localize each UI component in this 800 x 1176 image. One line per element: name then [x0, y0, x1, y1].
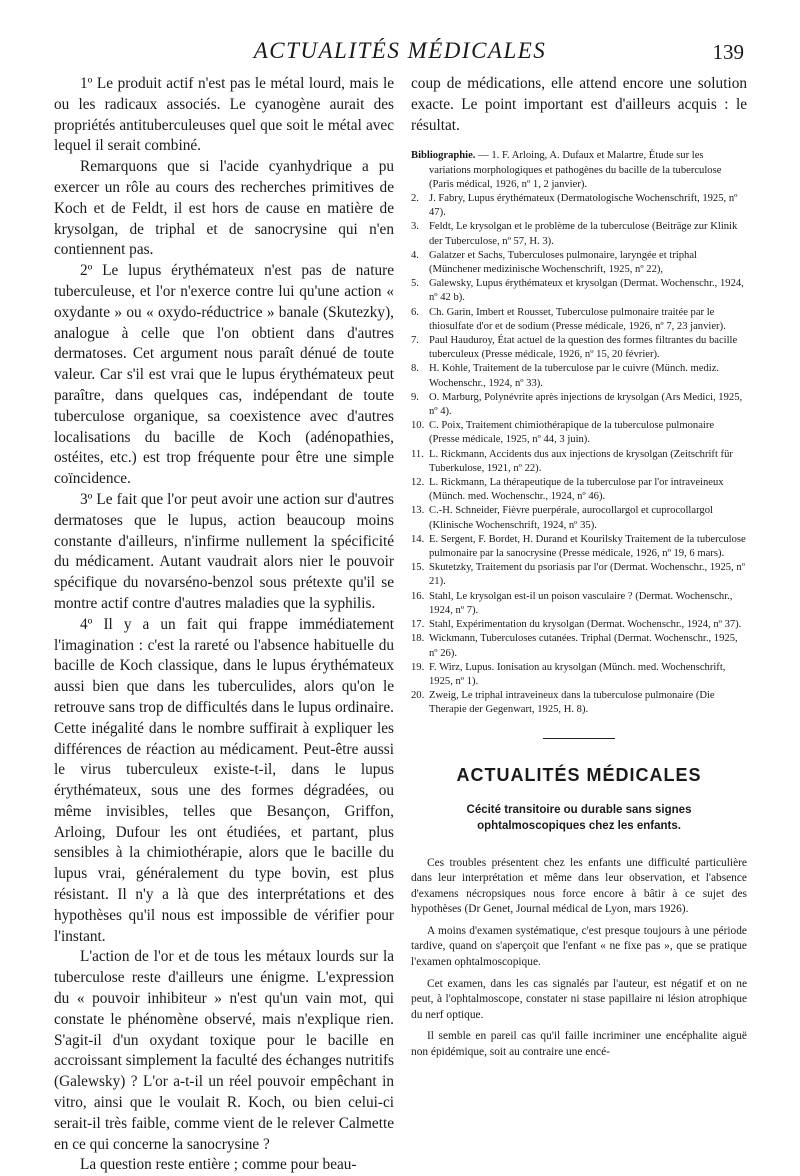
paragraph: 2º Le lupus érythémateux n'est pas de nature tuberculeuse, et l'or n'exerce contre lui qu'une action « oxydante » ou « oxydo-réductrice » banale (Skutezky), analogue à celle que l'on obtient dans d'autres dermatoses. Cet argument nous paraît dénué de toute valeur. Car s'il est vrai que le lupus érythémateux peut paraître, dans quelques cas, indépendant de toute tuberculose organique, sa coexistence avec d'autres localisations du bacille de Koch (adénopathies, ostéites, etc.) est trop fréquente pour être une simple coïncidence. [54, 262, 394, 488]
paragraph: Cet examen, dans les cas signalés par l'auteur, est négatif et on ne peut, à l'ophtalmoscope, constater ni stase papillaire ni lésion atrophique du nerf optique. [411, 977, 747, 1021]
entry-number: 20. [411, 690, 425, 702]
entry-text: Galatzer et Sachs, Tuberculoses pulmonaire, laryngée et triphal (Münchener medizinische Wochenschrift, 1925, nº 22), [429, 249, 697, 276]
entry-text: Ch. Garin, Imbert et Rousset, Tuberculose pulmonaire traitée par le thiosulfate d'or et de sodium (Presse médicale, 1926, nº 7, 23 janvier). [429, 306, 726, 332]
paragraph: Remarquons que si l'acide cyanhydrique a pu exercer un rôle au cours des recherches primitives de Koch et de Feldt, il est hors de cause en matière de krysolgan, de triphal et de sanocrysine qui n'en contiennent pas. [54, 158, 394, 259]
bibliography-list [411, 192, 747, 718]
bibliography-entry [411, 306, 747, 334]
bibliography-entry [411, 504, 747, 532]
bibliography-entry [411, 391, 747, 419]
bibliography-entry [411, 277, 747, 305]
entry-number: 18. [411, 633, 425, 645]
entry-number: 14. [411, 533, 425, 545]
entry-text: E. Sergent, F. Bordet, H. Durand et Kourilsky Traitement de la tuberculose pulmonaire par la sanocrysine (Presse médicale, 1926, nº 19, 6 mars). [429, 533, 746, 560]
entry-text: Zweig, Le triphal intraveineux dans la tuberculose pulmonaire (Die Therapie der Gegenwart, 1925, H. 8). [429, 690, 715, 716]
bibliography-label: Bibliographie. [411, 150, 476, 162]
bibliography-entry [411, 334, 747, 362]
entry-text: C.-H. Schneider, Fièvre puerpérale, aurocollargol et cuprocollargol (Klinische Wochenschrift, 1924, nº 35). [429, 505, 713, 531]
bibliography-entry [411, 419, 747, 447]
entry-text: Feldt, Le krysolgan et le problème de la tuberculose (Beiträge zur Klinik der Tuberculose, nº 57, H. 3). [429, 221, 738, 247]
entry-text: F. Wirz, Lupus. Ionisation au krysolgan (Münch. med. Wochenschrift, 1925, nº 1). [429, 661, 726, 687]
section-separator [543, 738, 615, 739]
entry-text: Stahl, Expérimentation du krysolgan (Dermat. Wochenschr., 1924, nº 37). [429, 619, 742, 631]
section-title: ACTUALITÉS MÉDICALES [456, 764, 702, 785]
page-number: 139 [712, 40, 744, 64]
entry-text: Galewsky, Lupus érythémateux et krysolgan (Dermat. Wochenschr., 1924, nº 42 b). [429, 278, 744, 304]
bibliography-entry-text: — 1. F. Arloing, A. Dufaux et Malartre, Étude sur les variations morphologiques et pathogènes du bacille de la tuberculose (Paris médical, 1926, nº 1, 2 janvier). [429, 150, 722, 190]
bibliography-entry [411, 362, 747, 390]
entry-text: J. Fabry, Lupus érythémateux (Dermatologische Wochenschrift, 1925, nº 47). [429, 193, 738, 219]
paragraph: La question reste entière ; comme pour beau- [80, 1156, 357, 1174]
paragraph: L'action de l'or et de tous les métaux lourds sur la tuberculose reste d'ailleurs une énigme. L'expression du « pouvoir inhibiteur » n'est qu'un vain mot, qui constate le phénomène observé, mais n'explique rien. S'agit-il d'un oxydant toxique pour le bacille en accroissant simplement la faculté des échanges nutritifs (Galewsky) ? L'or a-t-il un réel pouvoir empêchant in vitro, ainsi que le voulait R. Koch, ou bien celui-ci serait-il très faible, comme vient de le relever Calmette en ce qui concerne la sanocrysine ? [54, 948, 394, 1153]
paragraph: 4º Il y a un fait qui frappe immédiatement l'imagination : c'est la rareté ou l'absence habituelle du bacille de Koch classique, dans le lupus érythémateux aussi bien que dans les tuberculides, alors qu'on le retrouve sans trop de difficultés dans le lupus ordinaire. Cette inégalité dans le nombre suffirait à expliquer les différences de réaction au médicament. Peut-être aussi le virus tuberculeux existe-t-il, dans le lupus érythémateux, sous une des formes dégradées, ou même invisibles, telles que Besançon, Griffon, Arloing, Dufour les ont étudiées, et partant, plus sensibles à la chimiothérapie, alors que le bacille du lupus vrai, généralement du type bovin, est plus résistant. Il n'y a là que des interprétations et des hypothèses qu'il nous est impossible de vérifier pour l'instant. [54, 615, 394, 945]
entry-number: 16. [411, 590, 425, 602]
entry-number: 2. [411, 193, 419, 204]
paragraph: A moins d'examen systématique, c'est presque toujours à une période tardive, quand on s'aperçoit que l'enfant « ne fixe pas », que se pratique l'examen ophtalmoscopique. [411, 924, 747, 969]
entry-number: 5. [411, 278, 419, 290]
entry-text: L. Rickmann, La thérapeutique de la tuberculose par l'or intraveineux (Münch. med. Wochenschr., 1924, nº 46). [429, 477, 724, 503]
entry-number: 10. [411, 420, 425, 432]
left-column [54, 74, 394, 1176]
bibliography-first-entry [411, 149, 747, 192]
entry-number: 11. [411, 448, 424, 460]
running-header [0, 38, 800, 68]
running-title: ACTUALITÉS MÉDICALES [253, 38, 547, 63]
entry-number: 19. [411, 661, 425, 673]
right-column [411, 74, 747, 1067]
entry-text: O. Marburg, Polynévrite après injections de krysolgan (Ars Medici, 1925, nº 4). [429, 391, 743, 418]
bibliography-entry [411, 476, 747, 504]
bibliography-entry [411, 448, 747, 476]
bibliography-entry [411, 661, 747, 689]
entry-number: 17. [411, 619, 425, 631]
entry-number: 12. [411, 477, 425, 489]
entry-number: 4. [411, 249, 419, 261]
bibliography [411, 149, 747, 717]
bibliography-entry [411, 533, 747, 561]
continued-text [411, 74, 747, 136]
bibliography-entry [411, 561, 747, 589]
entry-text: H. Kohle, Traitement de la tuberculose par le cuivre (Münch. mediz. Wochenschr., 1924, nº 33). [429, 363, 720, 389]
bibliography-entry [411, 689, 747, 717]
bibliography-entry [411, 632, 747, 660]
entry-number: 9. [411, 391, 419, 403]
entry-number: 13. [411, 505, 425, 517]
entry-text: Wickmann, Tuberculoses cutanées. Triphal (Dermat. Wochenschr., 1925, nº 26). [429, 633, 738, 659]
entry-number: 3. [411, 221, 419, 233]
entry-text: Paul Hauduroy, État actuel de la question des formes filtrantes du bacille tuberculeux (Presse médicale, 1926, nº 15, 20 février). [429, 335, 738, 361]
paragraph: 1º Le produit actif n'est pas le métal lourd, mais le ou les radicaux associés. Le cyanogène aurait des propriétés antituberculeuses quel que soit le métal avec lequel il serait combiné. [54, 75, 394, 155]
paragraph: Il semble en pareil cas qu'il faille incriminer une encéphalite aiguë non épidémique, soit au contraire une encé- [411, 1030, 747, 1059]
entry-number: 15. [411, 562, 425, 574]
entry-text: C. Poix, Traitement chimiothérapique de la tuberculose pulmonaire (Presse médicale, 1925, nº 44, 3 juin). [429, 420, 715, 446]
bibliography-entry [411, 618, 747, 632]
paragraph: coup de médications, elle attend encore une solution exacte. Le point important est d'ailleurs acquis : le résultat. [411, 75, 747, 134]
entry-number: 8. [411, 363, 419, 375]
paragraph: Ces troubles présentent chez les enfants une difficulté particulière dans leur interprétation et même dans leur observation, et l'absence d'examens nécropsiques nous force encore à bâtir à ce sujet des hypothèses (Dr Genet, Journal médical de Lyon, mars 1926). [411, 856, 747, 916]
entry-text: L. Rickmann, Accidents dus aux injections de krysolgan (Zeitschrift für Tuberkulose, 1921, nº 22). [429, 448, 733, 474]
bibliography-entry [411, 590, 747, 618]
paragraph: 3º Le fait que l'or peut avoir une action sur d'autres dermatoses que le lupus, action beaucoup moins constante d'ailleurs, n'infirme nullement la spécificité du médicament. Autant vaudrait alors nier le pouvoir spécifique du novarséno-benzol sous prétexte qu'il se montre actif contre d'autres maladies que la syphilis. [54, 490, 394, 612]
entry-number: 6. [411, 306, 419, 318]
entry-text: Skutetzky, Traitement du psoriasis par l'or (Dermat. Wochenschr., 1925, nº 21). [429, 562, 745, 588]
bibliography-entry [411, 220, 747, 248]
article-body [411, 856, 747, 1061]
bibliography-entry [411, 249, 747, 277]
bibliography-entry [411, 192, 747, 220]
entry-text: Stahl, Le krysolgan est-il un poison vasculaire ? (Dermat. Wochenschr., 1924, nº 7). [429, 590, 733, 616]
entry-number: 7. [411, 335, 419, 347]
article-title: Cécité transitoire ou durable sans signes ophtalmoscopiques chez les enfants. [466, 803, 692, 832]
